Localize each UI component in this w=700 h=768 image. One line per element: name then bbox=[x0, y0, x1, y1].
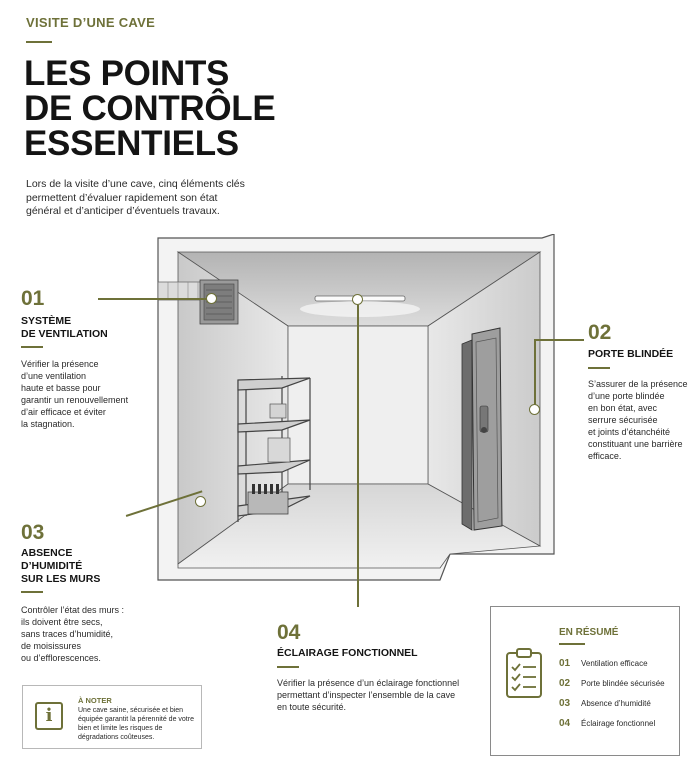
info-icon: i bbox=[35, 702, 63, 730]
summary-item: 01 Ventilation efficace bbox=[559, 658, 648, 669]
clipboard-checklist-icon bbox=[505, 647, 543, 699]
point-03-rule bbox=[21, 591, 43, 593]
note-text: Une cave saine, sécurisée et bien équipée garantit la pérennité de votre bien et limite les risques de dégradations coûteuses. bbox=[78, 707, 194, 741]
point-03-description: Contrôler l’état des murs : ils doivent être secs, sans traces d’humidité, de moisissures ou d’efflorescences. bbox=[21, 605, 125, 663]
intro-text: Lors de la visite d’une cave, cinq éléments clés permettent d’évaluer rapidement son état général et d’anticiper d’éventuels travaux. bbox=[26, 178, 245, 217]
kicker-rule bbox=[26, 41, 52, 43]
summary-item: 02 Porte blindée sécurisée bbox=[559, 678, 665, 689]
point-02-marker bbox=[529, 404, 540, 415]
point-04-rule bbox=[277, 666, 299, 668]
point-01-rule bbox=[21, 346, 43, 348]
summary-rule bbox=[559, 643, 585, 645]
point-04-title: ÉCLAIRAGE FONCTIONNEL bbox=[277, 647, 418, 659]
point-04-leader-line bbox=[357, 305, 359, 607]
point-04-marker bbox=[352, 294, 363, 305]
point-01-leader-line bbox=[98, 298, 210, 300]
point-02-leader-horizontal bbox=[534, 339, 584, 341]
point-04-number: 04 bbox=[277, 621, 301, 644]
point-01-number: 01 bbox=[21, 287, 45, 310]
summary-item: 03 Absence d’humidité bbox=[559, 698, 651, 709]
point-02-number: 02 bbox=[588, 321, 612, 344]
page-title: LES POINTS DE CONTRÔLE ESSENTIELS bbox=[24, 54, 276, 163]
point-03-number: 03 bbox=[21, 521, 45, 544]
point-01-marker bbox=[206, 293, 217, 304]
kicker: VISITE D’UNE CAVE bbox=[26, 15, 156, 30]
summary-title: EN RÉSUMÉ bbox=[559, 627, 619, 638]
point-02-rule bbox=[588, 367, 610, 369]
point-04-description: Vérifier la présence d’un éclairage fonctionnel permettant d’inspecter l’ensemble de la cave en toute sécurité. bbox=[277, 678, 460, 712]
cellar-illustration bbox=[150, 234, 562, 590]
summary-item: 04 Éclairage fonctionnel bbox=[559, 718, 656, 729]
summary-box bbox=[490, 606, 680, 756]
note-title: À NOTER bbox=[78, 696, 112, 705]
note-box bbox=[22, 685, 202, 749]
point-02-leader-vertical bbox=[534, 339, 536, 409]
point-01-description: Vérifier la présence d’une ventilation haute et basse pour garantir un renouvellement d’air efficace et éviter la stagnation. bbox=[21, 359, 129, 429]
point-03-marker bbox=[195, 496, 206, 507]
point-02-description: S’assurer de la présence d’une porte blindée en bon état, avec serrure sécurisée et joints d’étanchéité constituant une barrière efficace. bbox=[588, 379, 688, 461]
point-02-title: PORTE BLINDÉE bbox=[588, 348, 674, 360]
point-03-title: ABSENCE D’HUMIDITÉ SUR LES MURS bbox=[21, 547, 101, 585]
point-01-title: SYSTÈME DE VENTILATION bbox=[21, 315, 108, 340]
